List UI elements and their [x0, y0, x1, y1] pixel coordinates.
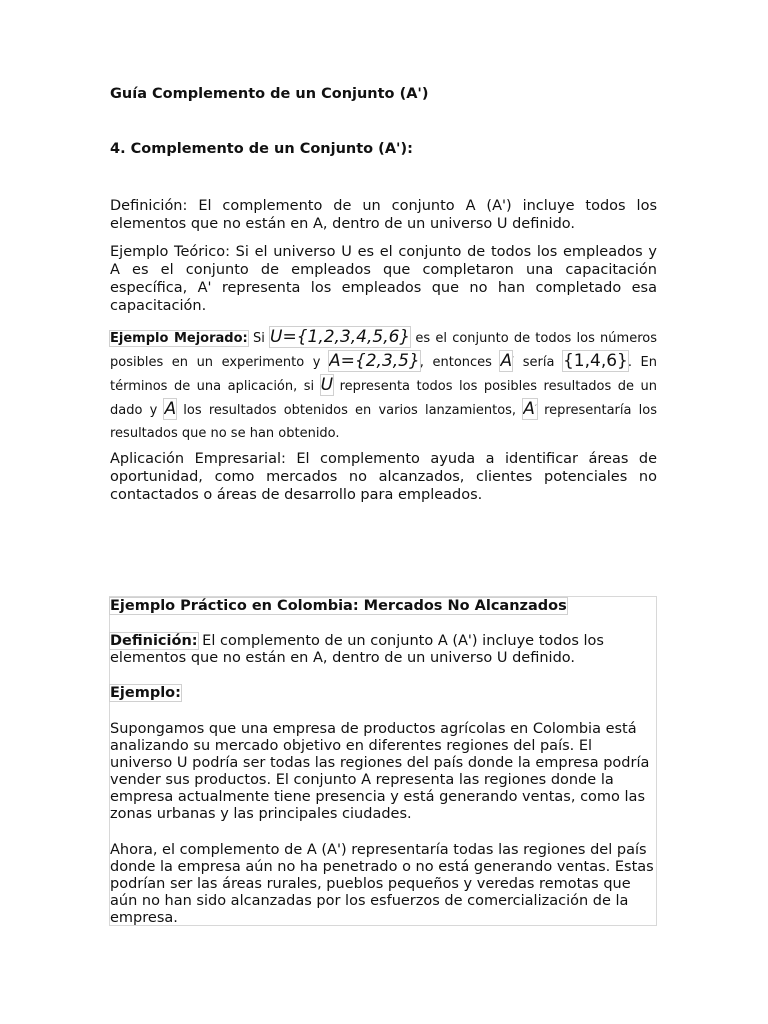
definition-paragraph: Definición: El complemento de un conjunto A (A') incluye todos los elementos que no están en A, dentro de un universo U definido. — [110, 198, 657, 232]
box-example-label: Ejemplo: — [110, 685, 181, 701]
text-run: Si — [247, 331, 270, 346]
math-result-set: {1,4,6} — [562, 351, 628, 371]
text-run: . En términos de una aplicación, si — [110, 355, 658, 394]
text-run: , entonces — [419, 355, 501, 370]
math-a-complement: A — [500, 351, 513, 371]
business-application-paragraph: Aplicación Empresarial: El complemento ayuda a identificar áreas de oportunidad, como mercados no alcanzados, clientes potenciales no contactados o áreas de desarrollo para empleados. — [110, 451, 657, 503]
text-run: los resultados obtenidos en varios lanzamientos, — [176, 403, 524, 418]
math-set-a: A={2,3,5} — [329, 351, 420, 371]
box-definition-label: Definición: — [110, 633, 198, 649]
math-a-symbol: A — [164, 399, 177, 419]
math-u-symbol: U — [320, 375, 334, 395]
section-heading: 4. Complemento de un Conjunto (A'): — [110, 141, 413, 157]
box-definition — [110, 633, 656, 667]
colombia-example-box — [109, 596, 657, 926]
theoretical-example-paragraph: Ejemplo Teórico: Si el universo U es el conjunto de todos los empleados y A es el conjunto de empleados que completaron una capacitación específica, A' representa los empleados que no han completado esa capacitación. — [110, 244, 657, 314]
box-definition-text: El complemento de un conjunto A (A') incluye todos los elementos que no están en A, dentro de un universo U definido. — [110, 633, 604, 666]
math-a-complement-2: A′ — [523, 399, 537, 419]
box-paragraph-2: Ahora, el complemento de A (A') representaría todas las regiones del país donde la empresa aún no ha penetrado o no está generando ventas. Estas podrían ser las áreas rurales, pueblos pequeños y veredas remotas que aún no han sido alcanzadas por los esfuerzos de comercialización de la empresa. — [110, 842, 654, 926]
box-example-label-line — [110, 685, 656, 702]
text-run: representa todos los posibles resultados de un dado y — [110, 379, 657, 418]
text-run: es el conjunto de todos los números posibles en un experimento y — [110, 331, 657, 370]
text-run: sería — [514, 355, 563, 370]
improved-example-paragraph: Ejemplo Mejorado: Si U={1,2,3,4,5,6} es el conjunto de todos los números posibles en un experimento y A={2,3,5}, entonces A′ sería {1,4,6}. En términos de una aplicación, si U representa todos los posibles resultados de un dado y A los resultados obtenidos en varios lanzamientos, A′ representaría los resultados que no se han obtenido. — [110, 327, 658, 441]
box-title: Ejemplo Práctico en Colombia: Mercados No Alcanzados — [110, 598, 567, 614]
math-universe-set: U={1,2,3,4,5,6} — [270, 327, 411, 347]
text-run: representaría los resultados que no se han obtenido. — [110, 403, 657, 441]
improved-example-label: Ejemplo Mejorado: — [110, 331, 248, 346]
box-paragraph-1: Supongamos que una empresa de productos agrícolas en Colombia está analizando su mercado objetivo en diferentes regiones del país. El universo U podría ser todas las regiones del país donde la empresa podría vender sus productos. El conjunto A representa las regiones donde la empresa actualmente tiene presencia y está generando ventas, como las zonas urbanas y las principales ciudades. — [110, 721, 650, 822]
document-title: Guía Complemento de un Conjunto (A') — [110, 86, 429, 102]
